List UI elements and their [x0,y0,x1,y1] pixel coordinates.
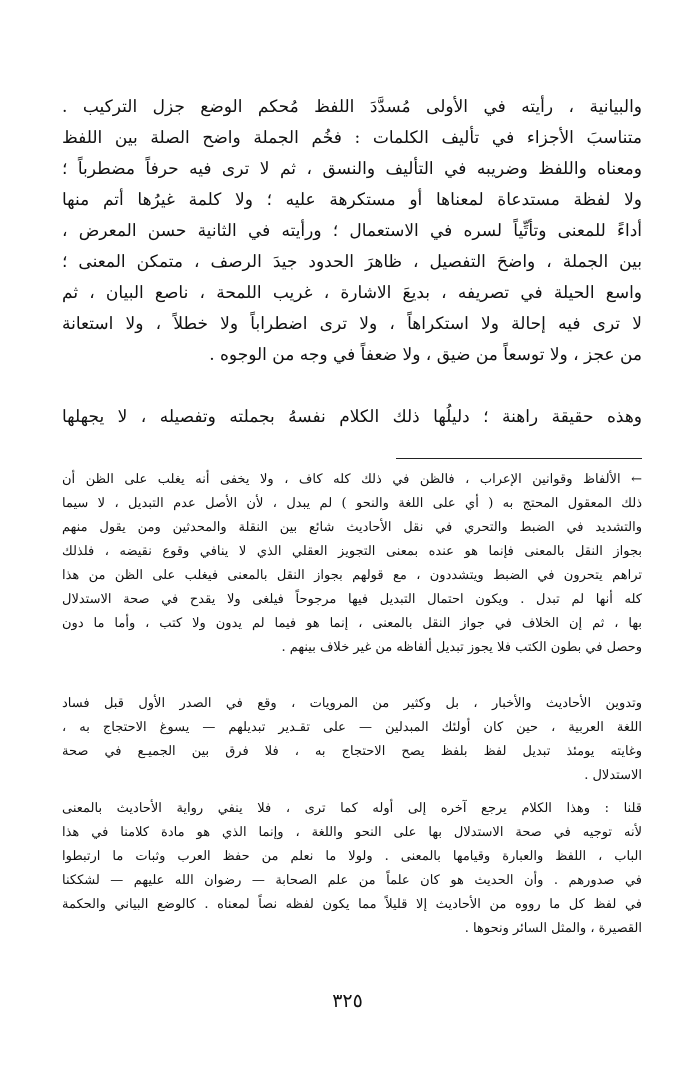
footnote-line: الاستدلال . [584,768,642,783]
footnote-line: الباب ، اللفظ والعبارة وقيامها بالمعنى . ولولا ما نعلم من حفظ العرب وثبات ما ارتبطوا [62,849,642,864]
footnote-line: كله أنها لم تبدل . ويكون احتمال التبديل فيها مرجوحاً فيلغى ولا يقدح في صحة الاستدلال [62,592,642,607]
footnote-line: قلنا : وهذا الكلام يرجع آخره إلى أوله كما ترى ، فلا ينفي رواية الأحاديث بالمعنى [62,801,642,816]
footnote-line: والتشديد في الضبط والتحري في نقل الأحاديث شائع بين النقلة والمحدثين ومن يقول منهم [62,520,642,535]
footnote-line: وغايته يومئذ تبديل لفظ بلفظ يصح الاحتجاج به ، فلا فرق بين الجميـع في صحة [62,744,642,759]
footnote-2 [62,692,642,788]
footnote-line: لأنه توجيه في صحة الاستدلال بها على النحو واللغة ، وإنما الذي هو مادة كلامنا في هذا [62,825,642,840]
footnote-line: القصيرة ، والمثل السائر ونحوها . [464,921,642,936]
text-line: ومعناه واللفظ وضريبه في التأليف والنسق ، ثم لا ترى فيه حرفاً مضطرباً ؛ [62,159,642,179]
footnote-separator [396,458,642,459]
text-line: لا ترى فيه إحالة ولا استكراهاً ، ولا ترى اضطراباً ولا خطلاً ، ولا استعانة [62,314,642,334]
footnote-line: وتدوين الأحاديث والأخبار ، بل وكثير من المرويات ، وقع في الصدر الأول قبل فساد [62,696,642,711]
text-line: من عجز ، ولا توسعاً من ضيق ، ولا ضعفاً في وجه من الوجوه . [209,345,642,365]
text-line: بين الجملة ، واضحَ التفصيل ، ظاهرَ الحدود جيدَ الرصف ، متمكن المعنى ؛ [62,252,642,272]
footnote-line: بجواز النقل بالمعنى فإنما هو عنده بمعنى التجويز العقلي الذي لا ينافي وقوع نقيضه ، فلذلك [62,544,642,559]
text-line: أداءً للمعنى وتأتِّياً لسره في الاستعمال ؛ ورأيته في الثانية حسن المعرض ، [62,221,642,241]
text-line: ولا لفظة مستدعاة لمعناها أو مستكرهة عليه ؛ ولا كلمة غيرُها أتم منها [62,190,642,210]
text-line: والبيانية ، رأيته في الأولى مُسدَّدَ اللفظ مُحكم الوضع جزل التركيب . [62,97,642,117]
footnote-3 [62,797,642,941]
footnote-line: وحصل في بطون الكتب فلا يجوز تبديل ألفاظه من غير خلاف بينهم . [281,640,642,655]
main-paragraph-2 [62,402,642,433]
text-line: متناسبَ الأجزاء في تأليف الكلمات : فخُم الجملة واضح الصلة بين اللفظ [62,128,642,148]
text-line: واسع الحيلة في تصريفه ، بديعَ الاشارة ، غريب اللمحة ، ناصع البيان ، ثم [62,283,642,303]
footnote-line: ← الألفاظ وقوانين الإعراب ، فالظن في ذلك كله كاف ، ولا يخفى أنه يغلب على الظن أن [62,472,642,487]
footnote-1 [62,468,642,660]
footnote-line: في صدورهم . وأن الحديث هو كان علماً من علم الصحابة — رضوان الله عليهم — لشككنا [62,873,642,888]
footnote-line: ذلك المعقول المحتج به ( أي على اللغة والنحو ) لم يبدل ، لأن الأصل عدم التبديل ، لا سيما [62,496,642,511]
footnote-line: تراهم يتحرون في الضبط ويتشددون ، مع قولهم بجواز النقل بالمعنى فيغلب على الظن من هذا [62,568,642,583]
text-line: وهذه حقيقة راهنة ؛ دليلُها ذلك الكلام نفسهُ بجملته وتفصيله ، لا يجهلها [62,407,642,427]
footnote-line: في لفظ كل ما رووه من الأحاديث إلا قليلاً مما يكون لفظه نصاً لمعناه . كالوضع البياني والحكمة [62,897,642,912]
footnote-line: بها ، ثم إن الخلاف في جواز النقل بالمعنى ، إنما هو فيما لم يدون ولا كتب ، وأما ما دون [62,616,642,631]
main-paragraph-1 [62,92,642,371]
page-number: ٣٢٥ [332,990,363,1012]
footnote-line: اللغة العربية ، حين كان أولئك المبدلين — على تقـدير تبديلهم — يسوغ الاحتجاج به ، [62,720,642,735]
